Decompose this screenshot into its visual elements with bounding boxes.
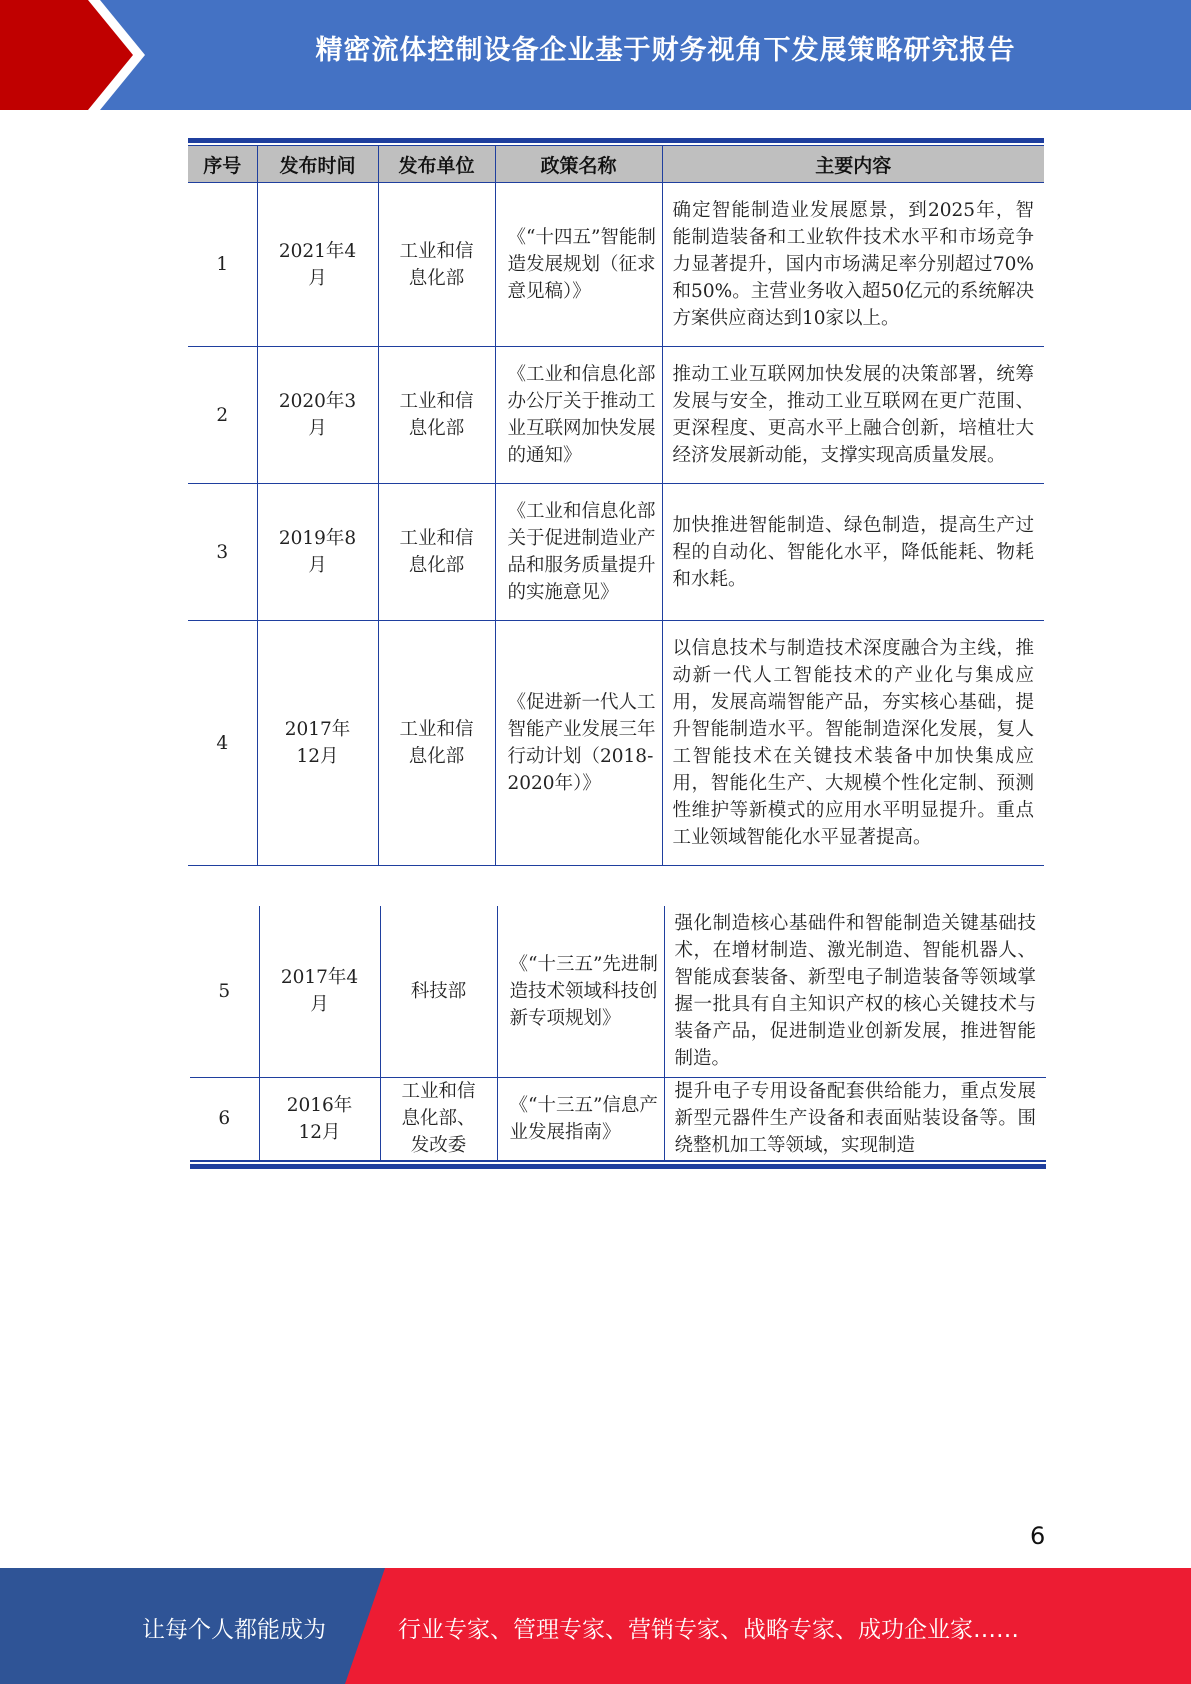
row-policy-name: 《“十三五”信息产业发展指南》 bbox=[497, 1077, 664, 1160]
page-footer bbox=[0, 1568, 1191, 1684]
header-name: 政策名称 bbox=[495, 146, 662, 183]
row-no: 6 bbox=[190, 1077, 259, 1160]
row-content: 加快推进智能制造、绿色制造，提高生产过程的自动化、智能化水平，降低能耗、物耗和水耗。 bbox=[662, 484, 1044, 621]
footer-slogan-left: 让每个人都能成为 bbox=[142, 1617, 326, 1643]
table-row bbox=[190, 906, 1046, 1077]
policy-table-continued bbox=[190, 906, 1046, 1169]
row-content: 以信息技术与制造技术深度融合为主线，推动新一代人工智能技术的产业化与集成应用，发展高端智能产品，夯实核心基础，提升智能制造水平。智能制造深化发展，复人工智能技术在关键技术装备中加快集成应用，智能化生产、大规模个性化定制、预测性维护等新模式的应用水平明显提升。重点工业领域智能化水平显著提高。 bbox=[662, 621, 1044, 866]
row-unit: 工业和信息化部 bbox=[399, 240, 474, 289]
row-unit: 工业和信息化部、发改委 bbox=[401, 1081, 476, 1156]
row-no: 5 bbox=[190, 906, 259, 1077]
row-policy-name: 《促进新一代人工智能产业发展三年行动计划（2018-2020年）》 bbox=[495, 621, 662, 866]
table-row bbox=[188, 621, 1044, 866]
header-no: 序号 bbox=[188, 146, 257, 183]
table-row bbox=[188, 347, 1044, 484]
header-date: 发布时间 bbox=[257, 146, 378, 183]
table-row bbox=[188, 484, 1044, 621]
row-policy-name: 《“十三五”先进制造技术领域科技创新专项规划》 bbox=[497, 906, 664, 1077]
row-no: 3 bbox=[188, 484, 257, 621]
row-date: 2017年4月 bbox=[280, 967, 359, 1016]
table-row bbox=[188, 183, 1044, 347]
page-number: 6 bbox=[1030, 1522, 1046, 1550]
row-unit: 科技部 bbox=[410, 980, 467, 1002]
table-top-rule bbox=[188, 138, 1044, 146]
table-row bbox=[190, 1077, 1046, 1160]
footer-slogan-right: 行业专家、管理专家、营销专家、战略专家、成功企业家…… bbox=[398, 1617, 1019, 1643]
policy-table bbox=[188, 138, 1044, 866]
row-policy-name: 《工业和信息化部办公厅关于推动工业互联网加快发展的通知》 bbox=[495, 347, 662, 484]
row-content: 推动工业互联网加快发展的决策部署，统筹发展与安全，推动工业互联网在更广范围、更深程度、更高水平上融合创新，培植壮大经济发展新动能，支撑实现高质量发展。 bbox=[662, 347, 1044, 484]
row-no: 4 bbox=[188, 621, 257, 866]
row-date: 2020年3月 bbox=[278, 391, 357, 439]
row-no: 1 bbox=[188, 183, 257, 347]
header-chevron-decoration bbox=[0, 0, 150, 110]
header-unit: 发布单位 bbox=[378, 146, 495, 183]
table-bottom-rule bbox=[190, 1161, 1046, 1169]
header-content: 主要内容 bbox=[662, 146, 1044, 183]
row-content: 提升电子专用设备配套供给能力，重点发展新型元器件生产设备和表面贴装设备等。围绕整机加工等领域，实现制造 bbox=[664, 1077, 1046, 1160]
table-header-row bbox=[188, 146, 1044, 183]
row-date: 2016年12月 bbox=[286, 1094, 353, 1143]
row-date: 2021年4月 bbox=[278, 240, 357, 289]
row-policy-name: 《“十四五”智能制造发展规划（征求意见稿）》 bbox=[495, 183, 662, 347]
row-content: 确定智能制造业发展愿景，到2025年，智能制造装备和工业软件技术水平和市场竞争力显著提升，国内市场满足率分别超过70%和50%。主营业务收入超50亿元的系统解决方案供应商达到10家以上。 bbox=[662, 183, 1044, 347]
row-unit: 工业和信息化部 bbox=[399, 528, 474, 576]
row-unit: 工业和信息化部 bbox=[399, 719, 474, 767]
row-policy-name: 《工业和信息化部关于促进制造业产品和服务质量提升的实施意见》 bbox=[495, 484, 662, 621]
row-date: 2017年12月 bbox=[284, 719, 351, 767]
row-no: 2 bbox=[188, 347, 257, 484]
row-date: 2019年8月 bbox=[278, 528, 357, 576]
page-header bbox=[0, 0, 1191, 110]
row-content: 强化制造核心基础件和智能制造关键基础技术，在增材制造、激光制造、智能机器人、智能成套装备、新型电子制造装备等领域掌握一批具有自主知识产权的核心关键技术与装备产品，促进制造业创新发展，推进智能制造。 bbox=[664, 906, 1046, 1077]
report-title: 精密流体控制设备企业基于财务视角下发展策略研究报告 bbox=[315, 35, 1016, 66]
row-unit: 工业和信息化部 bbox=[399, 391, 474, 439]
